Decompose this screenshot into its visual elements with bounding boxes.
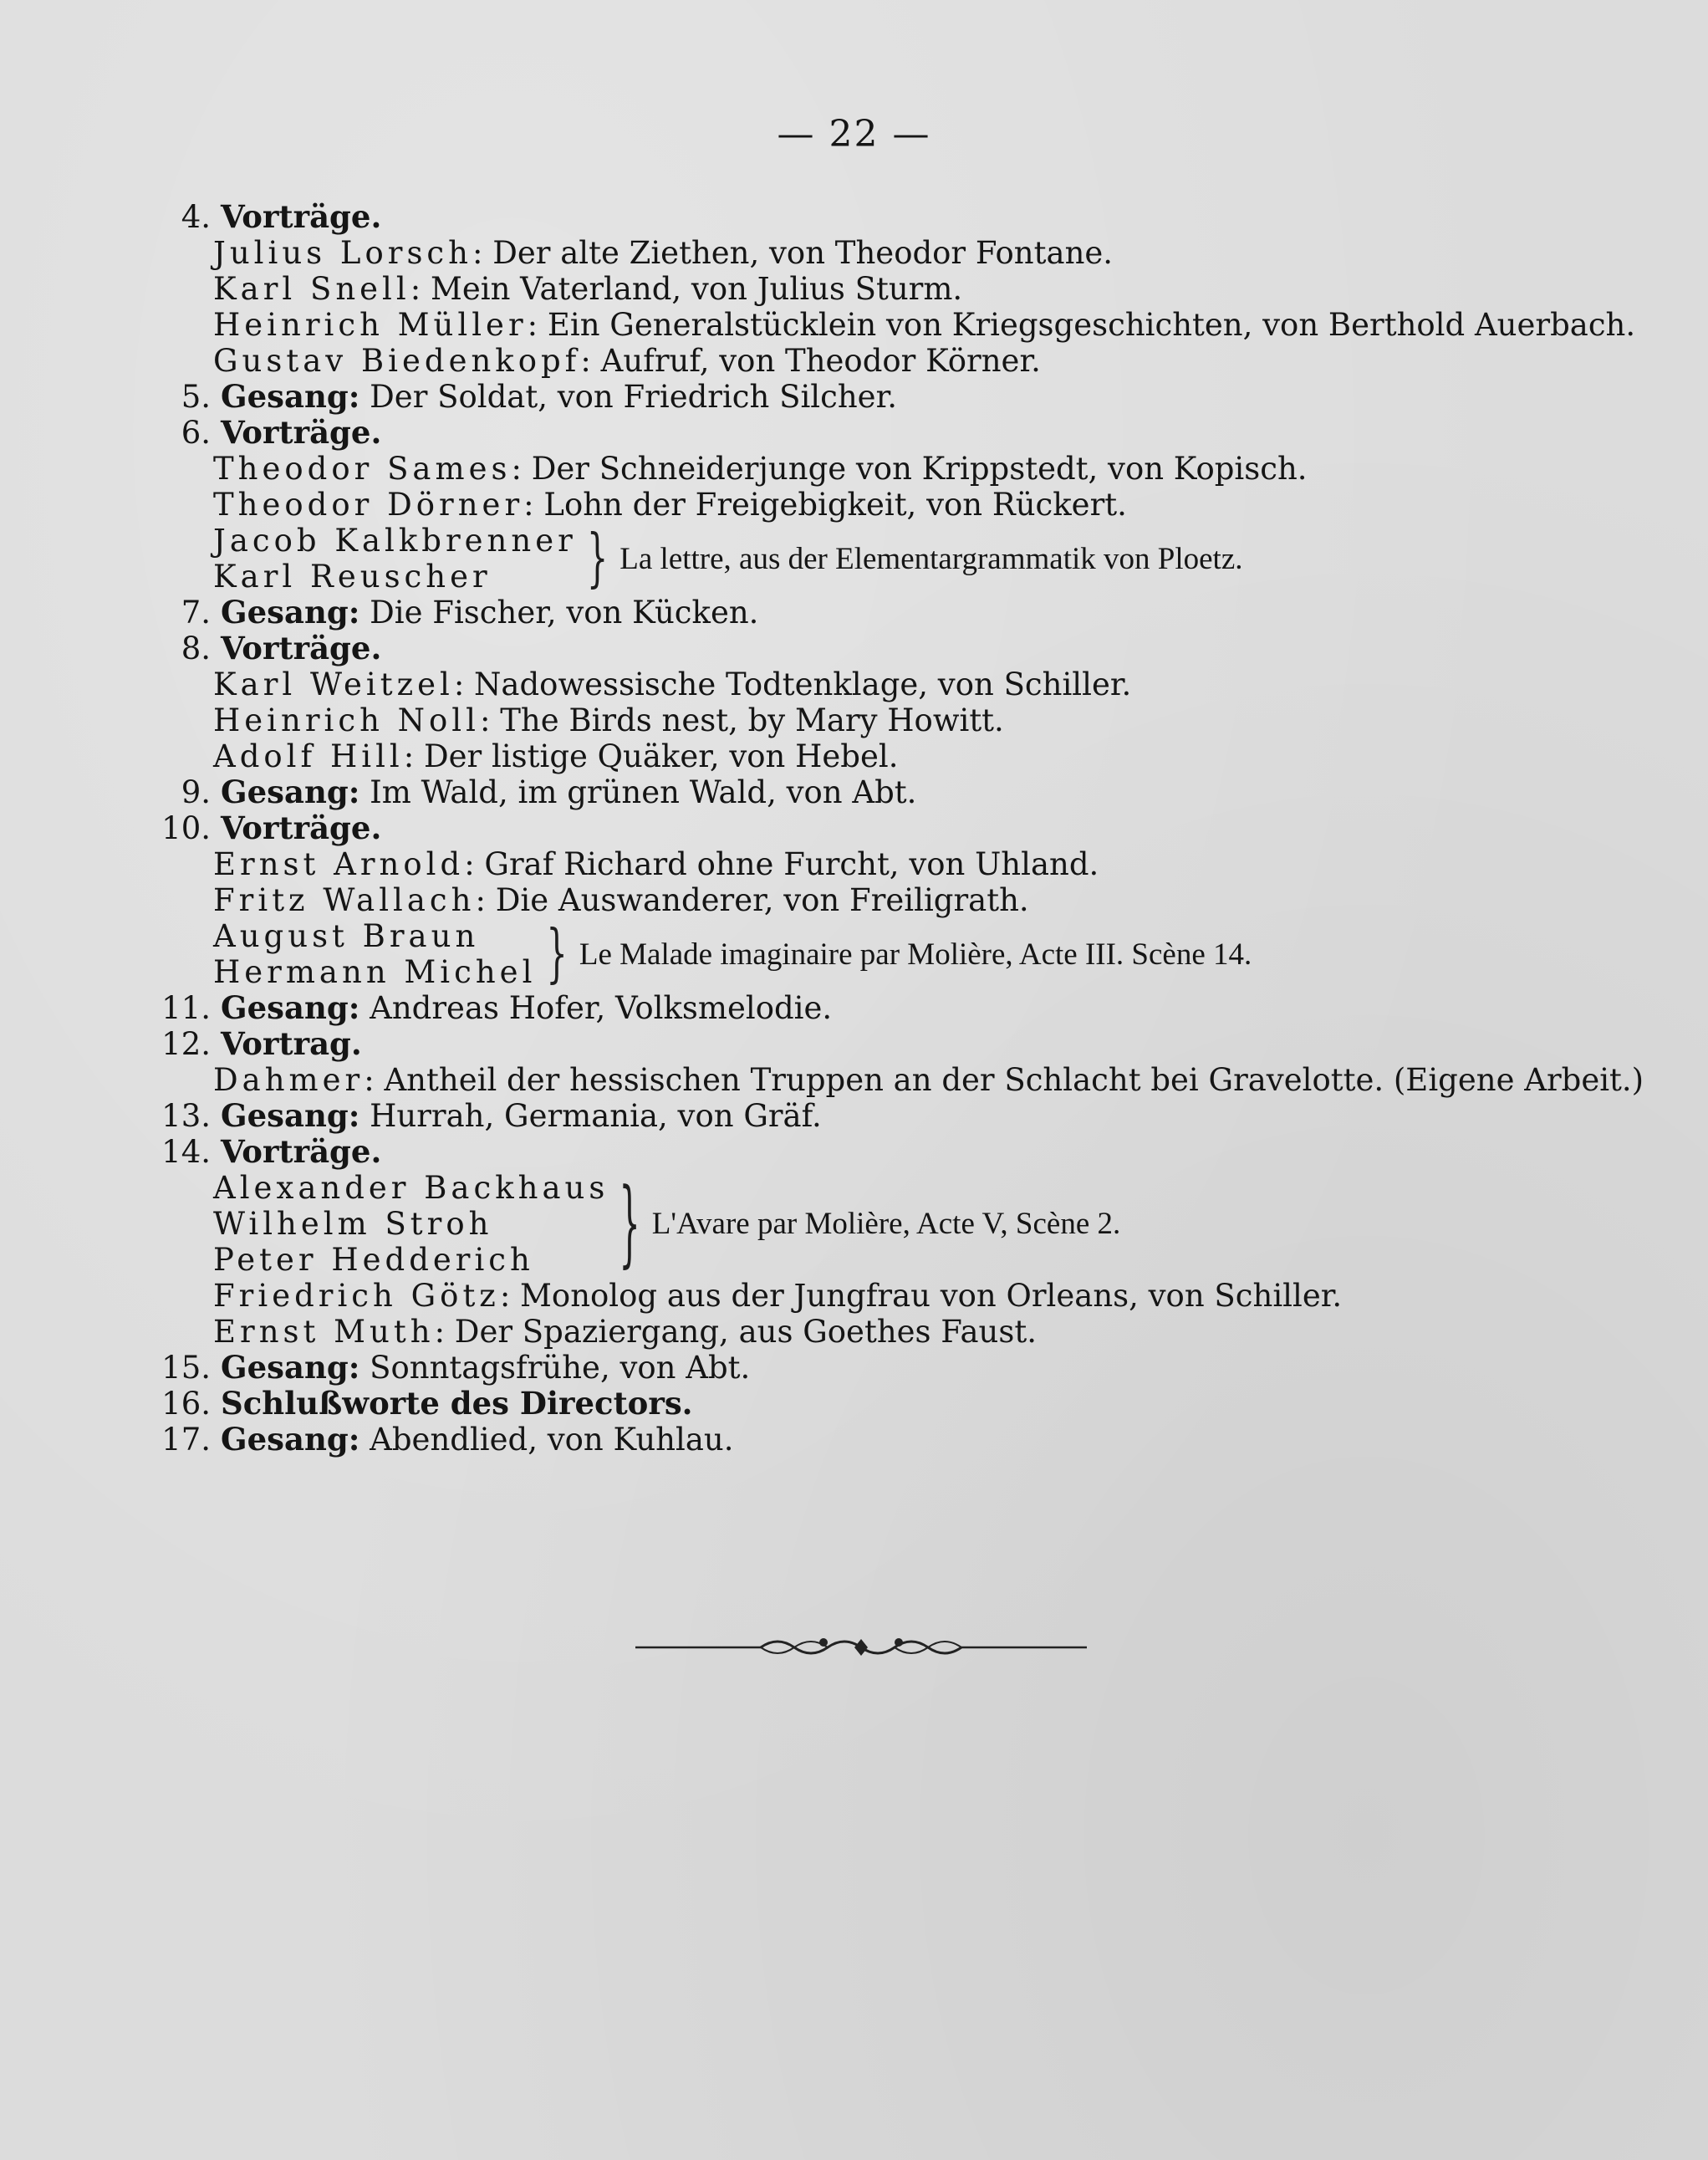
performer-entry	[213, 451, 1580, 487]
performer-name: Adolf Hill	[213, 738, 404, 774]
performer-entry	[213, 307, 1636, 343]
item-number: 6.	[181, 415, 211, 451]
performer-entry	[213, 235, 1580, 271]
performer-name: Karl Weitzel	[213, 666, 454, 702]
item-number: 5.	[181, 379, 211, 415]
performer-name: Gustav Biedenkopf	[213, 343, 581, 379]
performer-group	[213, 918, 1580, 990]
program-item	[159, 1386, 1580, 1422]
item-text: Andreas Hofer, Volksmelodie.	[359, 990, 833, 1026]
item-number: 13.	[161, 1098, 211, 1134]
item-number: 15.	[161, 1350, 211, 1386]
performer-name: Julius Lorsch	[213, 235, 472, 271]
performer-name: Jacob Kalkbrenner	[213, 523, 577, 559]
item-heading: Vorträge.	[221, 809, 382, 846]
performer-name: August Braun	[213, 918, 480, 954]
item-number: 4.	[181, 199, 211, 235]
performance-title: L'Avare par Molière, Acte V, Scène 2.	[651, 1207, 1121, 1241]
performer-name: Peter Hedderich	[213, 1242, 534, 1278]
performance-title: : Ein Generalstücklein von Kriegsgeschichten, von Berthold Auerbach.	[527, 307, 1636, 343]
performer-entry	[213, 666, 1580, 702]
performer-entry	[213, 1278, 1580, 1314]
performance-title: : Antheil der hessischen Truppen an der Schlacht bei Gravelotte. (Eigene Arbeit.)	[364, 1062, 1644, 1098]
item-heading: Gesang:	[221, 1349, 360, 1386]
item-heading: Vorträge.	[221, 1133, 382, 1170]
performer-name: Theodor Sames	[213, 451, 512, 487]
item-number: 7.	[181, 595, 211, 631]
program-item	[159, 990, 1580, 1026]
performance-title: : Nadowessische Todtenklage, von Schiller.	[453, 666, 1132, 702]
performer-name: Heinrich Noll	[213, 702, 480, 738]
performer-name: Karl Reuscher	[213, 559, 492, 595]
program-item	[159, 1098, 1580, 1134]
program-item	[159, 379, 1580, 415]
item-heading: Vortrag.	[221, 1025, 362, 1062]
item-heading: Gesang:	[221, 989, 360, 1026]
performer-name: Alexander Backhaus	[213, 1170, 609, 1206]
item-number: 11.	[161, 990, 211, 1026]
item-heading: Vorträge.	[221, 630, 382, 666]
page-number: — 22 —	[777, 113, 931, 156]
brace-icon: }	[619, 1170, 640, 1278]
program-item	[159, 1422, 1580, 1458]
performer-entry	[213, 846, 1580, 882]
item-number: 10.	[161, 810, 211, 846]
performer-entry	[213, 738, 1580, 774]
program-item	[159, 774, 1580, 810]
performer-entry	[213, 487, 1580, 523]
item-heading: Gesang:	[221, 1097, 360, 1134]
program-item	[159, 1026, 1580, 1062]
item-text: Im Wald, im grünen Wald, von Abt.	[359, 774, 917, 810]
ornament-divider-icon	[635, 1631, 1087, 1664]
performer-name: Fritz Wallach	[213, 882, 476, 918]
program-item	[159, 595, 1580, 631]
item-heading: Schlußworte des Directors.	[221, 1385, 693, 1422]
program-item	[159, 1350, 1580, 1386]
item-heading: Gesang:	[221, 378, 360, 415]
performance-title: : Der listige Quäker, von Hebel.	[403, 738, 899, 774]
item-number: 9.	[181, 774, 211, 810]
performer-entry	[213, 271, 1580, 307]
performer-name: Ernst Arnold	[213, 846, 465, 882]
performance-title: Le Malade imaginaire par Molière, Acte III. Scène 14.	[579, 937, 1252, 972]
item-text: Abendlied, von Kuhlau.	[359, 1422, 734, 1458]
brace-icon: }	[546, 917, 568, 991]
performer-name: Hermann Michel	[213, 954, 537, 990]
program-item	[159, 810, 1580, 846]
item-heading: Gesang:	[221, 594, 360, 631]
performance-title: : Aufruf, von Theodor Körner.	[580, 343, 1041, 379]
performer-name: Friedrich Götz	[213, 1278, 500, 1314]
group-names	[213, 523, 577, 595]
performer-group	[213, 523, 1580, 595]
item-heading: Vorträge.	[221, 198, 382, 235]
brace-icon: }	[586, 522, 609, 595]
item-text: Der Soldat, von Friedrich Silcher.	[359, 379, 897, 415]
item-text: Sonntagsfrühe, von Abt.	[359, 1350, 751, 1386]
item-number: 16.	[161, 1386, 211, 1422]
performer-entry	[213, 702, 1580, 738]
item-heading: Gesang:	[221, 1421, 360, 1458]
performer-name: Theodor Dörner	[213, 487, 524, 523]
performance-title: : Monolog aus der Jungfrau von Orleans, von Schiller.	[499, 1278, 1343, 1314]
group-names	[213, 1170, 609, 1278]
performer-name: Karl Snell	[213, 271, 410, 307]
performance-title: La lettre, aus der Elementargrammatik von Ploetz.	[619, 541, 1243, 576]
performance-title: : The Birds nest, by Mary Howitt.	[479, 702, 1004, 738]
performer-name: Wilhelm Stroh	[213, 1206, 493, 1242]
performer-name: Heinrich Müller	[213, 307, 528, 343]
program-item	[159, 1134, 1580, 1170]
performance-title: : Der Spaziergang, aus Goethes Faust.	[434, 1314, 1037, 1350]
item-heading: Gesang:	[221, 774, 360, 810]
performer-entry	[213, 882, 1580, 918]
performance-title: : Der Schneiderjunge von Krippstedt, von Kopisch.	[511, 451, 1308, 487]
item-text: Die Fischer, von Kücken.	[359, 595, 759, 631]
performer-entry	[213, 1062, 1644, 1098]
item-number: 14.	[161, 1134, 211, 1170]
item-number: 8.	[181, 631, 211, 666]
item-number: 17.	[161, 1422, 211, 1458]
performer-group	[213, 1170, 1580, 1278]
performer-entry	[213, 1314, 1580, 1350]
program-item	[159, 415, 1580, 451]
item-number: 12.	[161, 1026, 211, 1062]
performance-title: : Graf Richard ohne Furcht, von Uhland.	[464, 846, 1099, 882]
performance-title: : Lohn der Freigebigkeit, von Rückert.	[523, 487, 1127, 523]
program-list	[159, 198, 1644, 1458]
item-heading: Vorträge.	[221, 414, 382, 451]
performance-title: : Die Auswanderer, von Freiligrath.	[475, 882, 1029, 918]
program-item	[159, 199, 1580, 235]
performer-name: Dahmer	[213, 1062, 365, 1098]
performance-title: : Der alte Ziethen, von Theodor Fontane.	[472, 235, 1114, 271]
performance-title: : Mein Vaterland, von Julius Sturm.	[410, 271, 963, 307]
program-item	[159, 631, 1580, 666]
group-names	[213, 918, 536, 990]
performer-name: Ernst Muth	[213, 1314, 435, 1350]
item-text: Hurrah, Germania, von Gräf.	[359, 1098, 822, 1134]
performer-entry	[213, 343, 1580, 379]
